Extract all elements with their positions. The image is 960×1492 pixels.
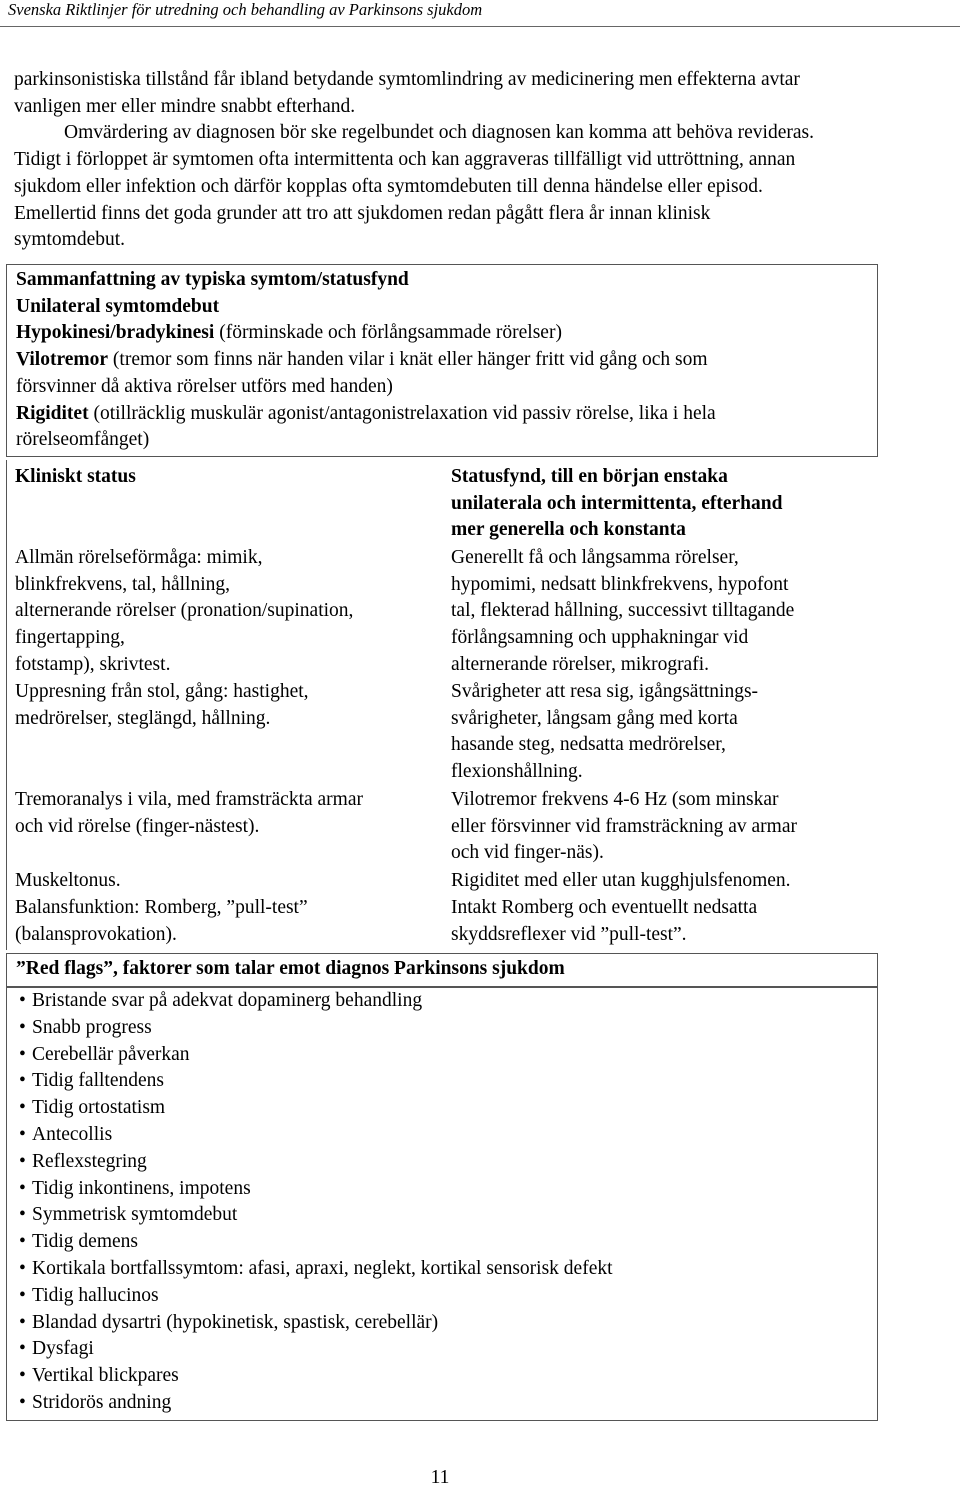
bullet-icon: • [19,1177,26,1199]
red-flag-text: Kortikala bortfallssymtom: afasi, apraxi, neglekt, kortikal sensorisk defekt [32,1257,613,1279]
red-flags-title: ”Red flags”, faktorer som talar emot diagnos Parkinsons sjukdom [16,958,565,979]
red-flag-text: Tidig falltendens [32,1070,164,1092]
bullet-icon: • [19,1391,26,1413]
red-flag-text: Tidig inkontinens, impotens [32,1177,251,1199]
hypokinesi-term: Hypokinesi/bradykinesi [16,322,215,344]
bullet-icon: • [19,1043,26,1065]
status-header-left [15,464,435,491]
status-cell-line: hasande steg, nedsatta medrörelser, [451,734,726,756]
status-cell-line: Balansfunktion: Romberg, ”pull-test” [15,897,308,918]
status-cell-line: tal, flekterad hållning, successivt tilltagande [451,600,795,622]
red-flag-item [19,1202,877,1229]
status-cell-line: Vilotremor frekvens 4-6 Hz (som minskar [451,789,779,810]
red-flag-item [19,1176,877,1203]
red-flag-text: Cerebellär påverkan [32,1043,190,1065]
status-cell-line: blinkfrekvens, tal, hållning, [15,573,230,595]
header-rule [0,26,960,27]
red-flag-item [19,1095,877,1122]
rigiditet-term: Rigiditet [16,402,89,424]
status-cell-line: Intakt Romberg och eventuellt nedsatta [451,897,758,918]
status-header-left-text: Kliniskt status [15,466,136,487]
red-flag-text: Dysfagi [32,1338,94,1360]
bullet-icon: • [19,1338,26,1360]
status-cell-right [451,868,876,895]
status-cell-line: och vid rörelse (finger-nästest). [15,815,260,837]
intro-line: symtomdebut. [14,229,126,251]
bullet-icon: • [19,990,26,1011]
red-flag-text: Symmetrisk symtomdebut [32,1204,238,1226]
status-cell-line: (balansprovokation). [15,923,177,945]
status-cell-line: eller försvinner vid framsträckning av armar [451,815,797,837]
red-flag-item [19,1310,877,1337]
status-cell-line: Generellt få och långsamma rörelser, [451,547,739,568]
red-flag-item [19,988,877,1015]
red-flag-item [19,1068,877,1095]
status-cell-line: hypomimi, nedsatt blinkfrekvens, hypofont [451,573,789,595]
intro-line: sjukdom eller infektion och därför kopplas ofta symtomdebuten till denna händelse eller episod. [14,175,763,197]
bullet-icon: • [19,1070,26,1092]
bullet-icon: • [19,1257,26,1279]
red-flags-box [6,987,878,1421]
status-cell-line: och vid finger-näs). [451,842,604,864]
hypokinesi-desc: (förminskade och förlångsammade rörelser) [214,322,562,344]
red-flag-item [19,1042,877,1069]
vilotremor-desc: (tremor som finns när handen vilar i knät eller hänger fritt vid gång och som [108,349,708,371]
red-flag-item [19,1336,877,1363]
status-header-right-line: unilaterala och intermittenta, efterhand [451,492,783,514]
summary-box [6,264,878,457]
summary-rigiditet-cont: rörelseomfånget) [16,429,150,451]
summary-unilateral: Unilateral symtomdebut [16,295,220,317]
red-flag-item [19,1283,877,1310]
status-cell-line: fotstamp), skrivtest. [15,653,171,675]
page-number: 11 [430,1467,450,1488]
rigiditet-desc: (otillräcklig muskulär agonist/antagonistrelaxation vid passiv rörelse, lika i hela [88,402,716,424]
status-cell-left [15,679,435,732]
status-cell-right [451,545,876,679]
red-flag-text: Reflexstegring [32,1150,147,1172]
red-flag-item [19,1256,877,1283]
red-flag-text: Bristande svar på adekvat dopaminerg behandling [32,990,423,1011]
status-cell-line: Uppresning från stol, gång: hastighet, [15,681,309,702]
status-cell-left [15,895,435,948]
bullet-icon: • [19,1016,26,1038]
red-flag-item [19,1122,877,1149]
bullet-icon: • [19,1097,26,1119]
status-cell-line: alternerande rörelser, mikrografi. [451,653,710,675]
summary-hypokinesi [16,320,877,347]
status-table-left-border [6,460,7,950]
status-cell-line: skyddsreflexer vid ”pull-test”. [451,923,687,945]
intro-line: Emellertid finns det goda grunder att tro att sjukdomen redan pågått flera år innan klinisk [14,202,711,224]
red-flag-text: Antecollis [32,1123,113,1145]
bullet-icon: • [19,1231,26,1253]
status-cell-left [15,868,435,895]
red-flag-text: Snabb progress [32,1016,152,1038]
intro-line: Tidigt i förloppet är symtomen ofta intermittenta och kan aggraveras tillfälligt vid uttröttning, annan [14,149,796,171]
status-header-right [451,464,876,544]
status-cell-line: Tremoranalys i vila, med framsträckta armar [15,789,363,810]
red-flag-text: Blandad dysartri (hypokinetisk, spastisk, cerebellär) [32,1311,439,1333]
status-cell-line: Svårigheter att resa sig, igångsättnings- [451,681,759,702]
status-cell-line: flexionshållning. [451,761,583,783]
status-cell-line: alternerande rörelser (pronation/supination, [15,600,354,622]
bullet-icon: • [19,1365,26,1387]
summary-vilotremor [16,347,877,374]
red-flags-list [19,988,877,1417]
red-flag-text: Stridorös andning [32,1391,172,1413]
summary-rigiditet [16,401,877,428]
red-flag-text: Tidig ortostatism [32,1097,166,1119]
status-cell-line: fingertapping, [15,627,125,649]
summary-title: Sammanfattning av typiska symtom/statusfynd [16,269,409,290]
status-header-right-line: mer generella och konstanta [451,519,686,541]
status-cell-right [451,679,876,786]
status-cell-line: Allmän rörelseförmåga: mimik, [15,547,263,568]
status-cell-line: medrörelser, steglängd, hållning. [15,707,271,729]
bullet-icon: • [19,1311,26,1333]
status-cell-line: förlångsamning och upphakningar vid [451,627,749,649]
status-cell-left [15,545,435,679]
intro-paragraph [14,67,944,254]
bullet-icon: • [19,1150,26,1172]
red-flags-title-box [6,953,878,987]
red-flag-item [19,1390,877,1417]
summary-vilotremor-cont: försvinner då aktiva rörelser utförs med handen) [16,375,393,397]
intro-line: Omvärdering av diagnosen bör ske regelbundet och diagnosen kan komma att behöva revideras. [64,122,814,144]
status-cell-line: Rigiditet med eller utan kugghjulsfenomen. [451,870,791,891]
bullet-icon: • [19,1204,26,1226]
red-flag-item [19,1363,877,1390]
bullet-icon: • [19,1123,26,1145]
vilotremor-term: Vilotremor [16,349,109,371]
red-flag-item [19,1229,877,1256]
red-flag-text: Tidig hallucinos [32,1284,159,1306]
intro-line: parkinsonistiska tillstånd får ibland betydande symtomlindring av medicinering men effekterna avtar [14,69,800,90]
status-header-right-line: Statusfynd, till en början enstaka [451,466,728,487]
status-cell-right [451,895,876,948]
red-flag-text: Tidig demens [32,1231,139,1253]
intro-line: vanligen mer eller mindre snabbt efterhand. [14,95,356,117]
bullet-icon: • [19,1284,26,1306]
red-flag-item [19,1149,877,1176]
status-cell-line: Muskeltonus. [15,870,121,891]
status-cell-right [451,787,876,867]
status-cell-line: svårigheter, långsam gång med korta [451,707,738,729]
red-flag-text: Vertikal blickpares [32,1365,179,1387]
running-header: Svenska Riktlinjer för utredning och behandling av Parkinsons sjukdom [8,0,483,19]
status-cell-left [15,787,435,840]
red-flag-item [19,1015,877,1042]
